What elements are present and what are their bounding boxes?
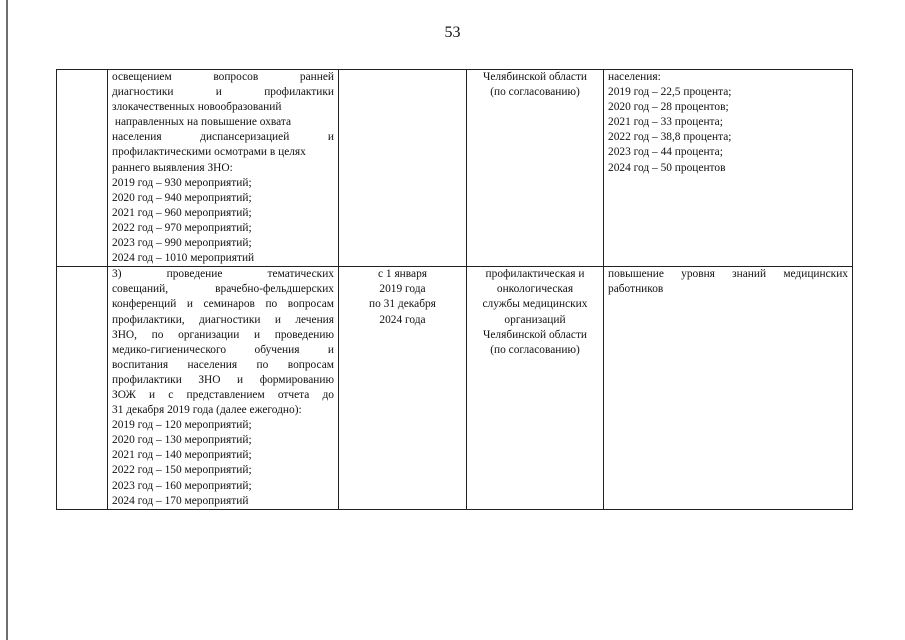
result-line: 2021 год – 33 процента; bbox=[608, 116, 723, 129]
activity-line: ЗОЖ и с представлением отчета до bbox=[112, 388, 334, 401]
activity-line: диагностики и профилактики bbox=[112, 86, 334, 99]
activity-line: 2023 год – 160 мероприятий; bbox=[112, 479, 252, 492]
activity-line: 2021 год – 960 мероприятий; bbox=[112, 206, 252, 219]
number-cell bbox=[57, 70, 108, 267]
number-cell bbox=[57, 267, 108, 510]
result-line: 2022 год – 38,8 процента; bbox=[608, 131, 732, 144]
activity-line: 2020 год – 940 мероприятий; bbox=[112, 191, 252, 204]
activity-line: профилактическими осмотрами в целях bbox=[112, 146, 306, 159]
period-line: по 31 декабря bbox=[369, 298, 436, 311]
table-row bbox=[57, 70, 853, 267]
activity-line: 2021 год – 140 мероприятий; bbox=[112, 449, 252, 462]
executor-line: Челябинской области bbox=[482, 328, 588, 341]
activity-line: освещением вопросов ранней bbox=[112, 71, 334, 83]
activity-line: 2019 год – 120 мероприятий; bbox=[112, 419, 252, 432]
activity-line: воспитания населения по вопросам bbox=[112, 358, 334, 371]
activity-cell bbox=[108, 267, 339, 510]
result-cell bbox=[604, 70, 853, 267]
activity-cell bbox=[108, 70, 339, 267]
activity-line: злокачественных новообразований bbox=[112, 101, 282, 114]
activity-line: профилактики ЗНО и формированию bbox=[112, 373, 334, 386]
activity-line: конференций и семинаров по вопросам bbox=[112, 298, 334, 311]
activity-line: 2023 год – 990 мероприятий; bbox=[112, 237, 252, 250]
measures-table bbox=[56, 69, 853, 510]
result-line: 2023 год – 44 процента; bbox=[608, 146, 723, 159]
activity-line: населения диспансеризацией и bbox=[112, 131, 334, 144]
executor-line: профилактическая и bbox=[485, 268, 585, 281]
result-line: населения: bbox=[608, 71, 661, 83]
executor-line: организаций bbox=[504, 313, 566, 326]
page-number: 53 bbox=[444, 24, 461, 41]
activity-line: профилактики, диагностики и лечения bbox=[112, 313, 334, 326]
activity-line: 2024 год – 170 мероприятий bbox=[112, 494, 249, 507]
table-row bbox=[57, 267, 853, 510]
activity-line: направленных на повышение охвата bbox=[112, 116, 292, 129]
executor-line: (по согласованию) bbox=[490, 343, 580, 356]
activity-line: 3) проведение тематических bbox=[112, 268, 334, 281]
activity-line: 2022 год – 970 мероприятий; bbox=[112, 221, 252, 234]
activity-line: ЗНО, по организации и проведению bbox=[112, 328, 334, 341]
executor-cell bbox=[467, 267, 604, 510]
result-cell bbox=[604, 267, 853, 510]
activity-line: 2019 год – 930 мероприятий; bbox=[112, 176, 252, 189]
page-left-edge bbox=[6, 0, 8, 640]
activity-line: 2024 год – 1010 мероприятий bbox=[112, 252, 255, 265]
executor-cell bbox=[467, 70, 604, 267]
executor-line: онкологическая bbox=[496, 283, 574, 296]
result-line: работников bbox=[608, 283, 664, 296]
result-line: повышение уровня знаний медицинских bbox=[608, 268, 848, 281]
result-line: 2020 год – 28 процентов; bbox=[608, 101, 729, 114]
executor-line: Челябинской области bbox=[482, 71, 588, 83]
period-line: с 1 января bbox=[378, 268, 427, 281]
period-cell bbox=[339, 267, 467, 510]
activity-line: медико-гигиенического обучения и bbox=[112, 343, 334, 356]
executor-line: (по согласованию) bbox=[490, 86, 580, 99]
activity-line: 2022 год – 150 мероприятий; bbox=[112, 464, 252, 477]
result-line: 2019 год – 22,5 процента; bbox=[608, 86, 732, 99]
activity-line: 31 декабря 2019 года (далее ежегодно): bbox=[112, 404, 302, 417]
period-line: 2019 года bbox=[379, 283, 426, 296]
period-cell bbox=[339, 70, 467, 267]
activity-line: совещаний, врачебно-фельдшерских bbox=[112, 283, 334, 296]
period-line: 2024 года bbox=[379, 313, 426, 326]
activity-line: раннего выявления ЗНО: bbox=[112, 161, 233, 174]
executor-line: службы медицинских bbox=[482, 298, 588, 311]
result-line: 2024 год – 50 процентов bbox=[608, 161, 726, 174]
activity-line: 2020 год – 130 мероприятий; bbox=[112, 434, 252, 447]
